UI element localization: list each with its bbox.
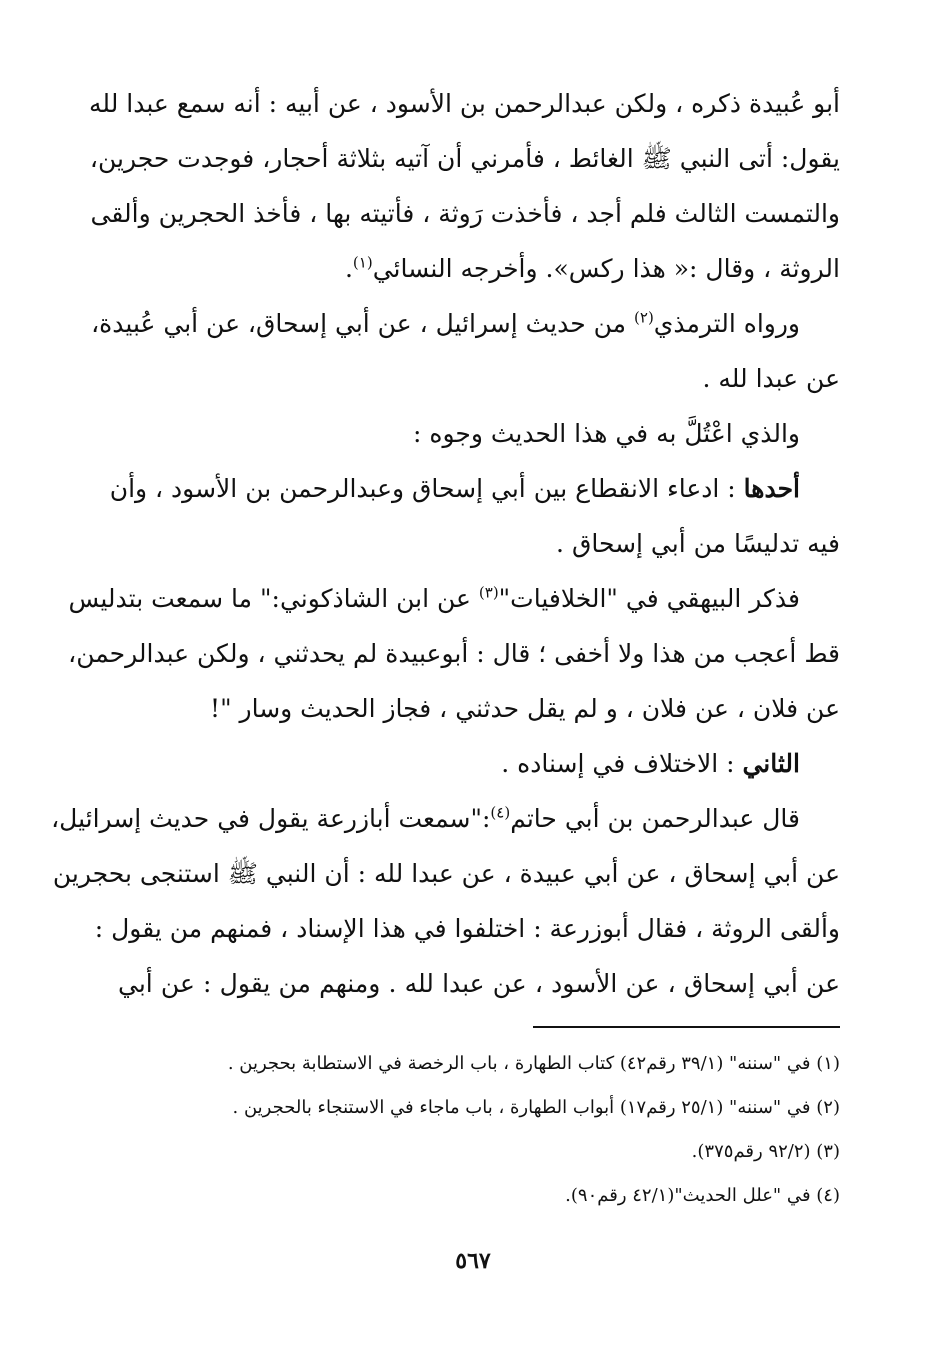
text-line (109, 461, 840, 516)
footnotes (118, 1042, 840, 1218)
footnote: (٢) في "سننه" (٢٥/١ رقم١٧) أبواب الطهارة ، باب ماجاء في الاستنجاء بالحجرين . (232, 1097, 840, 1118)
text-line: يقول: أتى النبي ﷺ الغائط ، فأمرني أن آتيه بثلاثة أحجار، فوجدت حجرين، (89, 144, 840, 173)
text-fragment: ورواه الترمذي (653, 309, 800, 338)
text-fragment: الروثة ، وقال :« هذا ركس». وأخرجه النسائي (372, 254, 840, 283)
text-line: عن فلان ، عن فلان ، و لم يقل حدثني ، فجاز الحديث وسار "! (210, 694, 840, 723)
text-fragment: فذكر البيهقي في "الخلافيات" (498, 584, 800, 613)
text-line: والذي اعْتُلَّ به في هذا الحديث وجوه : (413, 419, 800, 448)
text-line: قط أعجب من هذا ولا أخفى ؛ قال : أبوعبيدة لم يحدثني ، ولكن عبدالرحمن، (68, 639, 840, 668)
section-label: أحدها (743, 474, 800, 503)
text-fragment: من حديث إسرائيل ، عن أبي إسحاق، عن أبي عُبيدة، (91, 309, 635, 338)
text-line (68, 571, 840, 626)
footnote: (١) في "سننه" (٣٩/١ رقم٤٢) كتاب الطهارة ، باب الرخصة في الاستطابة بحجرين . (227, 1053, 840, 1074)
footnote-marker: (٤) (490, 803, 511, 822)
footnote-divider (533, 1026, 840, 1028)
footnote: (٣) (٩٢/٢ رقم٣٧٥). (691, 1141, 840, 1162)
text-line: فيه تدليسًا من أبي إسحاق . (556, 529, 840, 558)
text-line: عن أبي إسحاق ، عن الأسود ، عن عبدا لله . ومنهم من يقول : عن أبي (118, 969, 840, 998)
text-line (51, 791, 840, 846)
text-fragment: . (344, 254, 353, 283)
text-fragment: : ادعاء الانقطاع بين أبي إسحاق وعبدالرحمن بن الأسود ، وأن (109, 474, 744, 503)
text-line: عن عبدا لله . (702, 364, 840, 393)
section-label: الثاني (742, 749, 800, 778)
text-line: عن أبي إسحاق ، عن أبي عبيدة ، عن عبدا لله : أن النبي ﷺ استنجى بحجرين (52, 859, 840, 888)
text-fragment: قال عبدالرحمن بن أبي حاتم (510, 804, 800, 833)
text-line (118, 241, 840, 296)
main-text (51, 76, 840, 1011)
page-number: ٥٦٧ (455, 1248, 491, 1274)
footnote-marker: (٣) (478, 583, 499, 602)
text-fragment: : الاختلاف في إسناده . (501, 749, 743, 778)
text-fragment: عن ابن الشاذكوني:" ما سمعت بتدليس (68, 584, 479, 613)
footnote-marker: (١) (352, 253, 373, 272)
text-line (118, 736, 840, 791)
text-line: أبو عُبيدة ذكره ، ولكن عبدالرحمن بن الأسود ، عن أبيه : أنه سمع عبدا لله (89, 89, 840, 118)
text-line (91, 296, 840, 351)
text-line: وألقى الروثة ، فقال أبوزرعة : اختلفوا في هذا الإسناد ، فمنهم من يقول : (94, 914, 840, 943)
footnote: (٤) في "علل الحديث"(٤٢/١ رقم٩٠). (565, 1185, 840, 1206)
footnote-marker: (٢) (634, 308, 654, 327)
text-fragment: :"سمعت أبازرعة يقول في حديث إسرائيل، (51, 804, 491, 833)
text-line: والتمست الثالث فلم أجد ، فأخذت رَوثة ، فأتيته بها ، فأخذ الحجرين وألقى (90, 199, 840, 228)
